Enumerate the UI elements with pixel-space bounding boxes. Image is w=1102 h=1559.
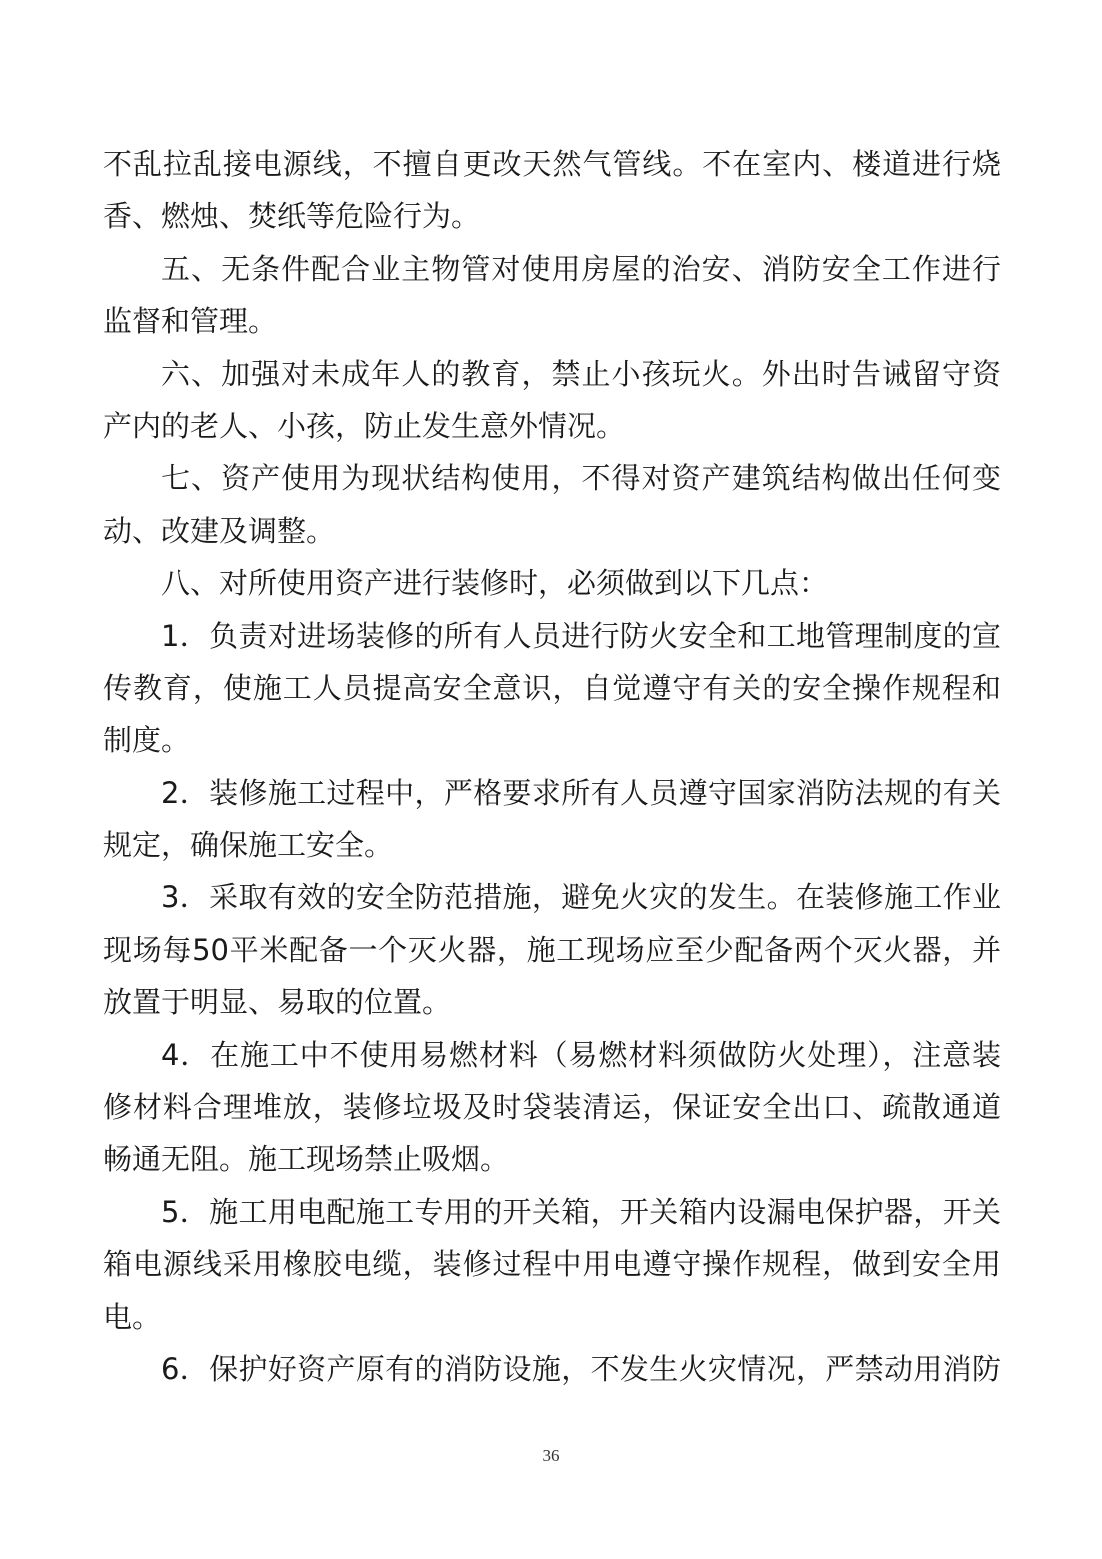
text-line: 制度。 bbox=[103, 723, 191, 758]
text-line: 动、改建及调整。 bbox=[103, 513, 336, 548]
text-line: 监督和管理。 bbox=[103, 304, 278, 339]
text-line: 3．采取有效的安全防范措施，避免火灾的发生。在装修施工作业 bbox=[161, 880, 1001, 915]
text-line: 1．负责对进场装修的所有人员进行防火安全和工地管理制度的宣 bbox=[161, 618, 1001, 653]
text-line: 5．施工用电配施工专用的开关箱，开关箱内设漏电保护器，开关 bbox=[161, 1194, 1001, 1229]
text-line: 五、无条件配合业主物管对使用房屋的治安、消防安全工作进行 bbox=[161, 251, 1001, 286]
text-line: 规定，确保施工安全。 bbox=[103, 828, 394, 863]
text-line: 6．保护好资产原有的消防设施，不发生火灾情况，严禁动用消防 bbox=[161, 1351, 1001, 1386]
text-line: 修材料合理堆放，装修垃圾及时袋装清运，保证安全出口、疏散通道 bbox=[103, 1090, 1001, 1125]
text-line: 香、燃烛、焚纸等危险行为。 bbox=[103, 199, 481, 234]
text-line: 六、加强对未成年人的教育，禁止小孩玩火。外出时告诫留守资 bbox=[161, 356, 1001, 391]
text-line: 放置于明显、易取的位置。 bbox=[103, 985, 452, 1020]
text-line: 传教育，使施工人员提高安全意识，自觉遵守有关的安全操作规程和 bbox=[103, 670, 1001, 705]
text-line: 畅通无阻。施工现场禁止吸烟。 bbox=[103, 1142, 510, 1177]
text-line: 箱电源线采用橡胶电缆，装修过程中用电遵守操作规程，做到安全用 bbox=[103, 1247, 1001, 1282]
document-body bbox=[103, 138, 1001, 1395]
page-number: 36 bbox=[542, 1446, 560, 1465]
text-line: 4．在施工中不使用易燃材料（易燃材料须做防火处理），注意装 bbox=[161, 1037, 1001, 1072]
text-line: 七、资产使用为现状结构使用，不得对资产建筑结构做出任何变 bbox=[161, 461, 1001, 496]
text-line: 不乱拉乱接电源线，不擅自更改天然气管线。不在室内、楼道进行烧 bbox=[103, 147, 1001, 181]
text-line: 八、对所使用资产进行装修时，必须做到以下几点： bbox=[161, 566, 829, 601]
text-line: 电。 bbox=[103, 1299, 162, 1334]
text-line: 2．装修施工过程中，严格要求所有人员遵守国家消防法规的有关 bbox=[161, 775, 1001, 810]
text-line: 现场每50平米配备一个灭火器，施工现场应至少配备两个灭火器，并 bbox=[103, 932, 1001, 967]
text-line: 产内的老人、小孩，防止发生意外情况。 bbox=[103, 408, 626, 443]
